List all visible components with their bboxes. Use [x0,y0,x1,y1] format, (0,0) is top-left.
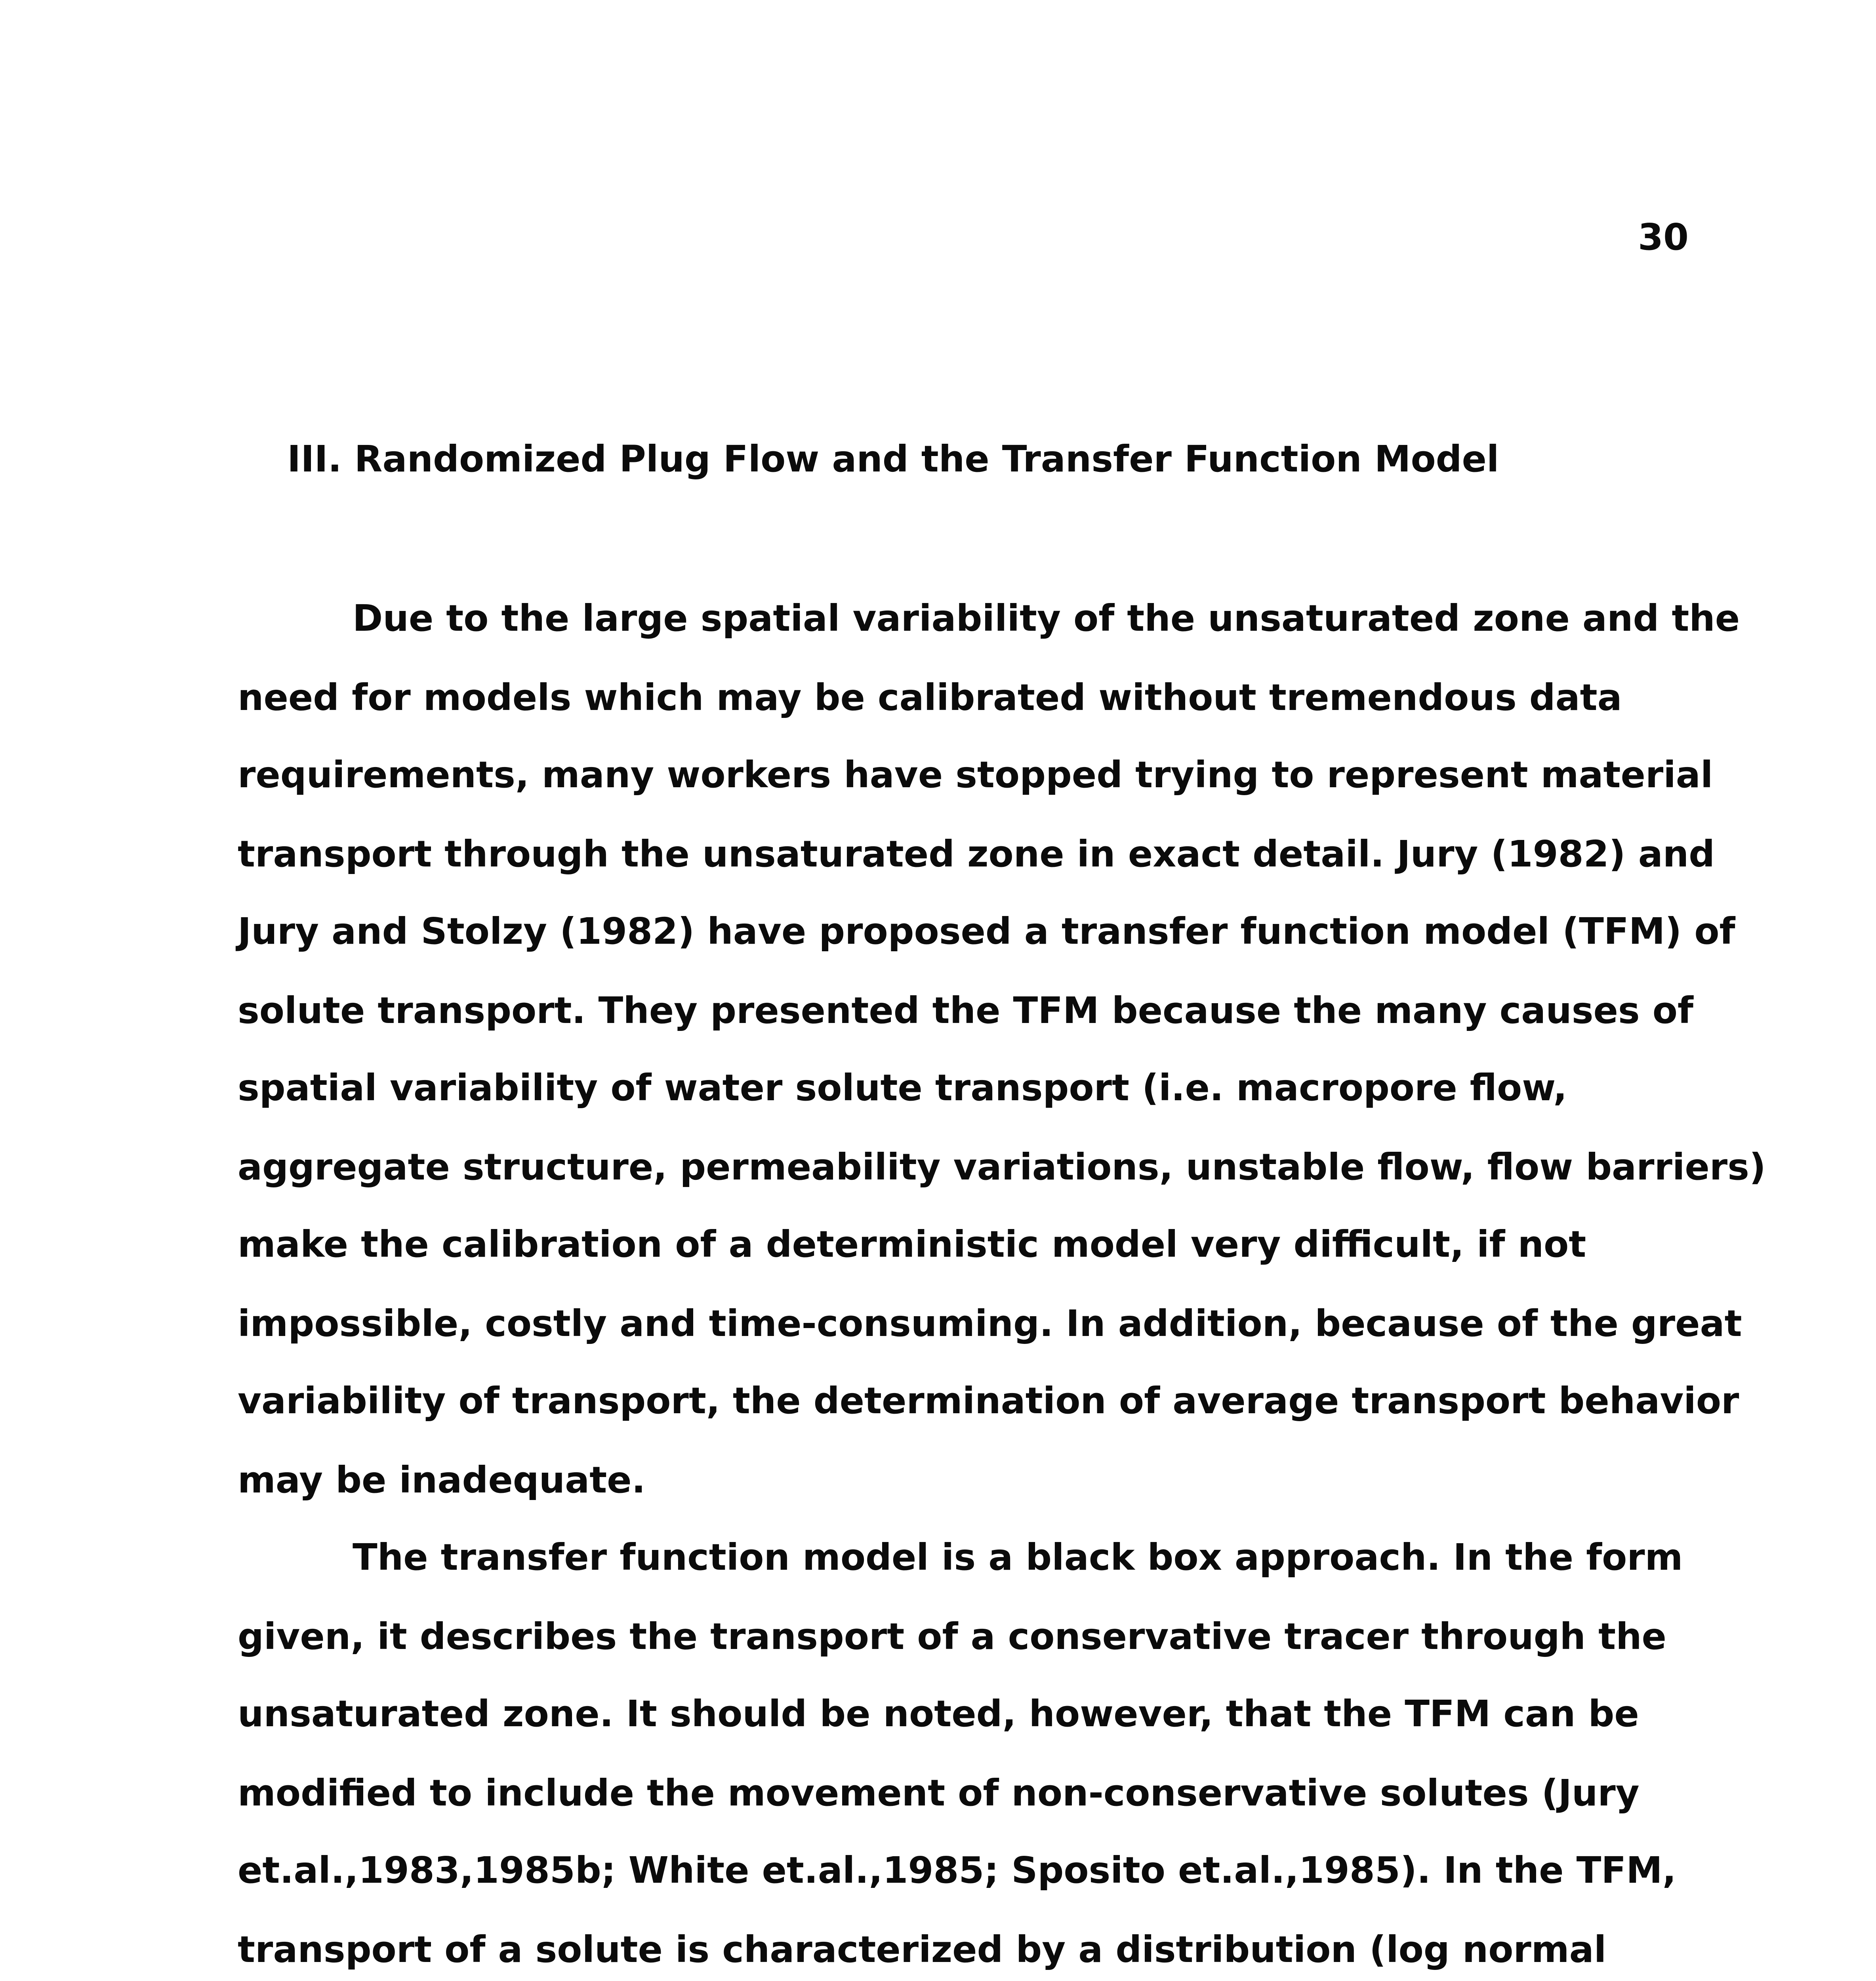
text-line: Due to the large spatial variability of the unsaturated zone and the [353,597,1740,639]
text-line: requirements, many workers have stopped trying to represent material [238,754,1713,796]
text-line: et.al.,1983,1985b; White et.al.,1985; Sposito et.al.,1985). In the TFM, [238,1849,1676,1891]
text-line: modified to include the movement of non-conservative solutes (Jury [238,1772,1640,1814]
text-line: make the calibration of a deterministic model very difficult, if not [238,1223,1586,1265]
text-line: variability of transport, the determination of average transport behavior [238,1380,1739,1422]
text-line: aggregate structure, permeability variations, unstable flow, flow barriers) [238,1146,1766,1188]
text-line: unsaturated zone. It should be noted, however, that the TFM can be [238,1693,1639,1735]
text-line: need for models which may be calibrated without tremendous data [238,676,1622,719]
text-line: impossible, costly and time-consuming. In addition, because of the great [238,1302,1742,1345]
text-line: transport through the unsaturated zone in exact detail. Jury (1982) and [238,833,1715,875]
text-line: Jury and Stolzy (1982) have proposed a transfer function model (TFM) of [238,910,1735,952]
text-line: solute transport. They presented the TFM because the many causes of [238,989,1693,1032]
page-number: 30 [1638,216,1689,258]
text-line: may be inadequate. [238,1459,646,1501]
text-line: The transfer function model is a black box approach. In the form [353,1536,1683,1578]
section-heading: III. Randomized Plug Flow and the Transfer Function Model [287,438,1499,480]
text-line: transport of a solute is characterized by a distribution (log normal [238,1928,1607,1971]
text-line: given, it describes the transport of a conservative tracer through the [238,1615,1666,1658]
text-line: spatial variability of water solute transport (i.e. macropore flow, [238,1067,1567,1109]
